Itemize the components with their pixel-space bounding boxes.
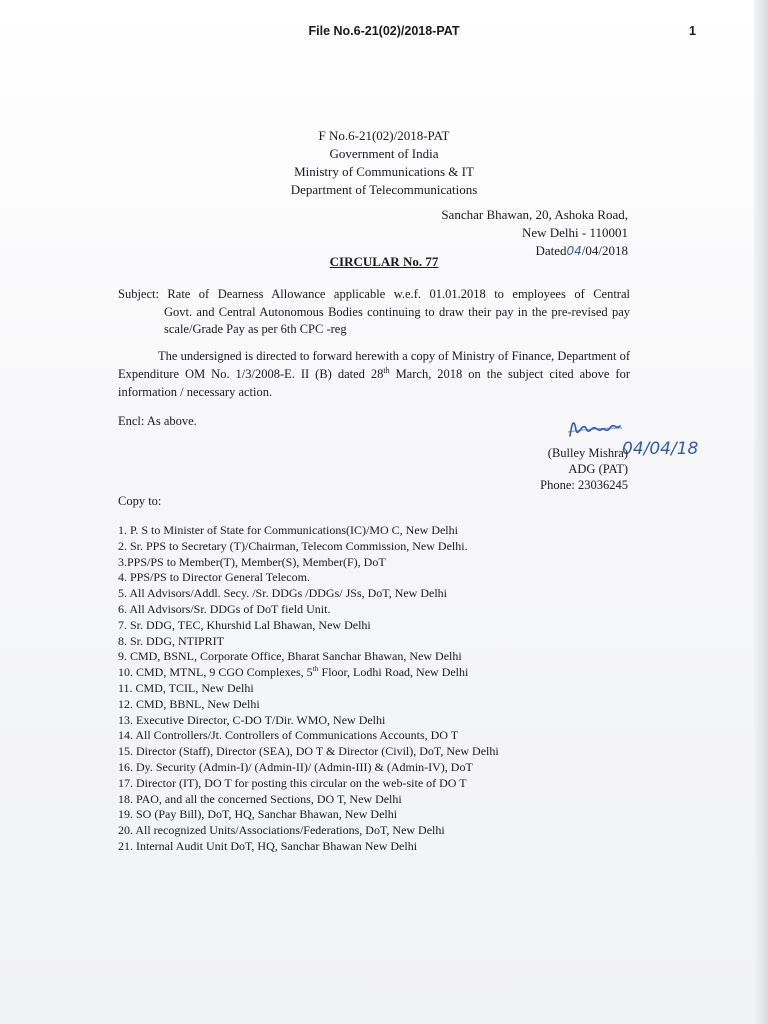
copy-to-label: Copy to: [118, 494, 162, 508]
list-item: 21. Internal Audit Unit DoT, HQ, Sanchar Bhawan New Delhi [118, 838, 418, 853]
government-name: Government of India [329, 146, 439, 161]
list-item-text: 10. CMD, MTNL, 9 CGO Complexes, 5 [118, 665, 313, 680]
list-item: 1. P. S to Minister of State for Communications(IC)/MO C, New Delhi [118, 523, 458, 537]
address-line-1: Sanchar Bhawan, 20, Ashoka Road, [441, 207, 628, 222]
list-item: 7. Sr. DDG, TEC, Khurshid Lal Bhawan, New Delhi [118, 617, 371, 632]
list-item: 15. Director (Staff), Director (SEA), DO T & Director (Civil), DoT, New Delhi [118, 744, 499, 759]
body-text-2: March, 2018 on the subject cited above for information / necessary action. [118, 367, 630, 399]
signature-block [540, 445, 628, 493]
list-item: 13. Executive Director, C-DO T/Dir. WMO, New Delhi [118, 712, 386, 727]
page-number: 1 [689, 24, 696, 38]
list-item-tail: Floor, Lodhi Road, New Delhi [318, 665, 469, 680]
subject-line-2: Govt. and Central Autonomous Bodies continuing to draw their pay in the pre-revised pay scale/Grade Pay as per 6th CPC -reg [164, 304, 630, 336]
subject-line-1: Subject: Rate of Dearness Allowance applicable w.e.f. 01.01.2018 to employees of Central [118, 287, 630, 301]
list-item: 5. All Advisors/Addl. Secy. /Sr. DDGs /DDGs/ JSs, DoT, New Delhi [118, 586, 448, 601]
handwritten-date: 04/04/18 [622, 439, 699, 459]
list-item [118, 665, 548, 681]
copy-list [118, 523, 548, 855]
department-name: Department of Telecommunications [290, 182, 478, 197]
signatory-designation: ADG (PAT) [568, 462, 628, 476]
list-item: 20. All recognized Units/Associations/Federations, DoT, New Delhi [118, 823, 445, 838]
body-paragraph [118, 347, 630, 401]
list-item: 9. CMD, BSNL, Corporate Office, Bharat Sanchar Bhawan, New Delhi [118, 649, 462, 664]
list-item: 12. CMD, BBNL, New Delhi [118, 696, 260, 711]
page-header [0, 24, 768, 44]
list-item: 8. Sr. DDG, NTIPRIT [118, 633, 225, 648]
address-line-2: New Delhi - 110001 [521, 225, 628, 240]
list-item: 6. All Advisors/Sr. DDGs of DoT field Unit. [118, 601, 331, 616]
date-rest: /04/2018 [581, 243, 628, 258]
file-number-header: File No.6-21(02)/2018-PAT [308, 24, 460, 38]
list-item: 18. PAO, and all the concerned Sections, DO T, New Delhi [118, 791, 402, 806]
subject-paragraph [118, 286, 630, 339]
list-item-superscript: th [312, 664, 319, 674]
circular-title: CIRCULAR No. 77 [329, 254, 439, 269]
enclosure-note: Encl: As above. [118, 414, 197, 428]
list-item: 16. Dy. Security (Admin-I)/ (Admin-II)/ (Admin-III) & (Admin-IV), DoT [118, 759, 473, 774]
list-item: 14. All Controllers/Jt. Controllers of Communications Accounts, DO T [118, 728, 459, 743]
list-item: 3.PPS/PS to Member(T), Member(S), Member(F), DoT [118, 554, 386, 569]
letterhead [0, 127, 768, 199]
reference-number: F No.6-21(02)/2018-PAT [318, 128, 450, 143]
list-item: 11. CMD, TCIL, New Delhi [118, 680, 254, 695]
list-item: 4. PPS/PS to Director General Telecom. [118, 570, 310, 585]
ministry-name: Ministry of Communications & IT [294, 164, 474, 179]
office-address [441, 206, 628, 260]
list-item: 19. SO (Pay Bill), DoT, HQ, Sanchar Bhawan, New Delhi [118, 807, 398, 822]
list-item: 2. Sr. PPS to Secretary (T)/Chairman, Telecom Commission, New Delhi. [118, 538, 468, 553]
dated-label: Dated [535, 243, 567, 258]
list-item: 17. Director (IT), DO T for posting this circular on the web-site of DO T [118, 775, 467, 790]
body-superscript: th [383, 365, 390, 375]
signatory-phone: Phone: 23036245 [540, 478, 628, 492]
signatory-name: (Bulley Mishra) [547, 446, 628, 460]
body-text-1: The undersigned is directed to forward herewith a copy of Ministry of Finance, Department of Expenditure OM No. 1/3/2008-E. II (B) dated 28 [118, 349, 630, 381]
handwritten-day: 04 [566, 244, 582, 258]
